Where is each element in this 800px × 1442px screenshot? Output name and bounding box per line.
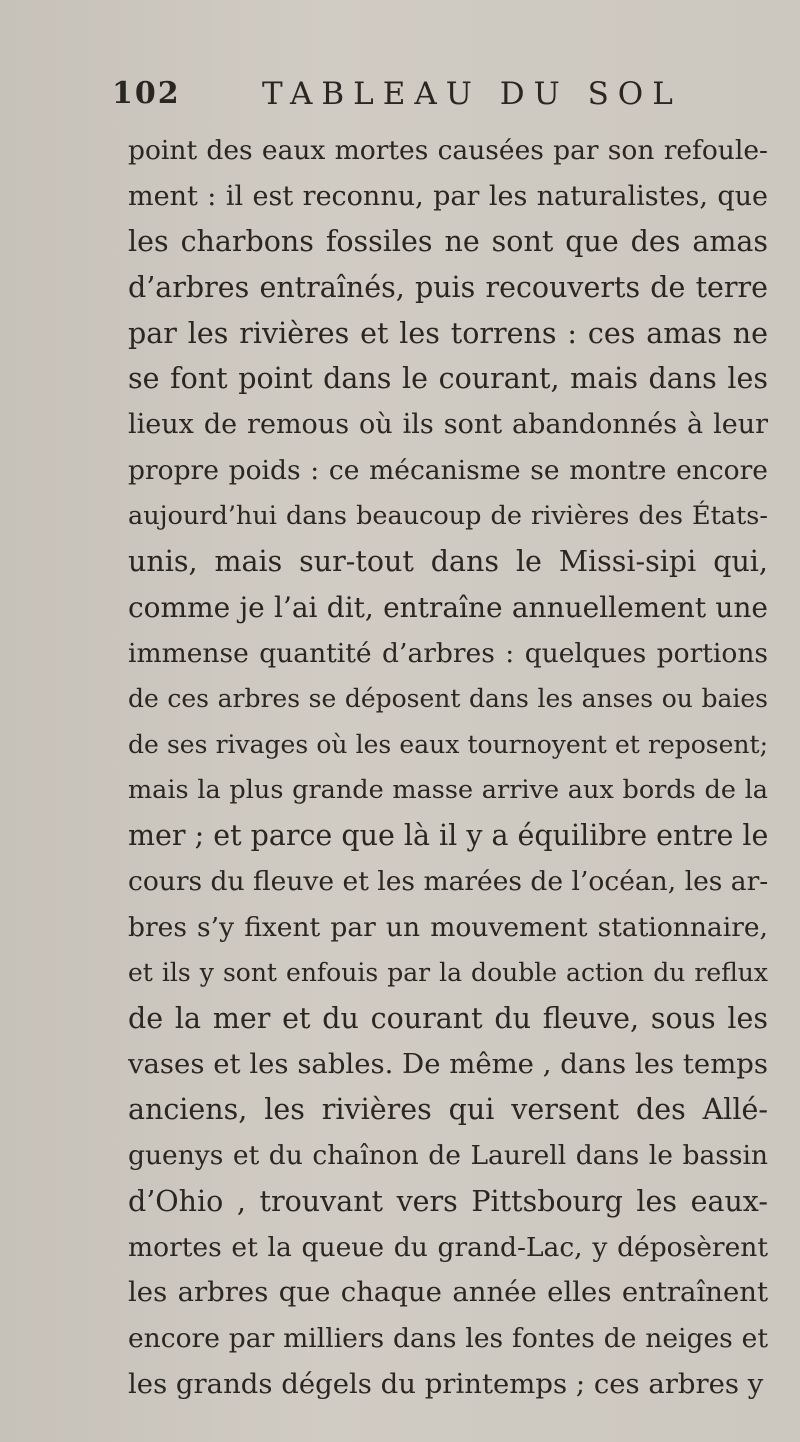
page-number: 102 [112,76,181,111]
text-line: encore par milliers dans les fontes de neiges et [128,1322,768,1354]
text-line: propre poids : ce mécanisme se montre encore [128,454,768,486]
text-line: de ses rivages où les eaux tournoyent et reposent; [128,729,768,759]
text-line: immense quantité d’arbres : quelques portions [128,637,768,669]
text-line: les grands dégels du printemps ; ces arbres y [128,1367,764,1400]
text-line: anciens, les rivières qui versent des Allé- [128,1093,768,1127]
text-line: aujourd’hui dans beaucoup de rivières des États- [128,500,768,531]
text-line: point des eaux mortes causées par son refoule- [128,135,768,166]
body-text [128,128,768,1407]
text-line: vases et les sables. De même , dans les temps [128,1047,768,1080]
text-line: mortes et la queue du grand-Lac, y déposèrent [128,1231,768,1263]
text-line: les charbons fossiles ne sont que des amas [128,225,768,259]
text-line: bres s’y fixent par un mouvement stationnaire, [128,911,768,943]
text-line: unis, mais sur-tout dans le Missi-sipi qui, [128,545,768,579]
text-line: de la mer et du courant du fleuve, sous les [128,1002,768,1036]
running-head: TABLEAU DU SOL [262,76,682,112]
text-line: guenys et du chaînon de Laurell dans le bassin [128,1140,768,1172]
text-line: les arbres que chaque année elles entraînent [128,1276,768,1309]
text-line: se font point dans le courant, mais dans les [128,362,768,396]
page-header [112,76,712,116]
text-line: lieux de remous où ils sont abandonnés à leur [128,409,768,441]
text-line: mer ; et parce que là il y a équilibre entre le [128,819,768,853]
text-line: et ils y sont enfouis par la double action du reflux [128,958,768,988]
text-line: ment : il est reconnu, par les naturalistes, que [128,180,768,212]
text-line: d’Ohio , trouvant vers Pittsbourg les eaux- [128,1184,768,1218]
text-line: mais la plus grande masse arrive aux bords de la [128,774,768,805]
text-line: par les rivières et les torrens : ces amas ne [128,316,768,350]
text-line: d’arbres entraînés, puis recouverts de terre [128,271,768,305]
text-line: comme je l’ai dit, entraîne annuellement une [128,590,768,624]
text-line: de ces arbres se déposent dans les anses ou baies [128,684,768,714]
text-line: cours du fleuve et les marées de l’océan, les ar- [128,866,768,897]
